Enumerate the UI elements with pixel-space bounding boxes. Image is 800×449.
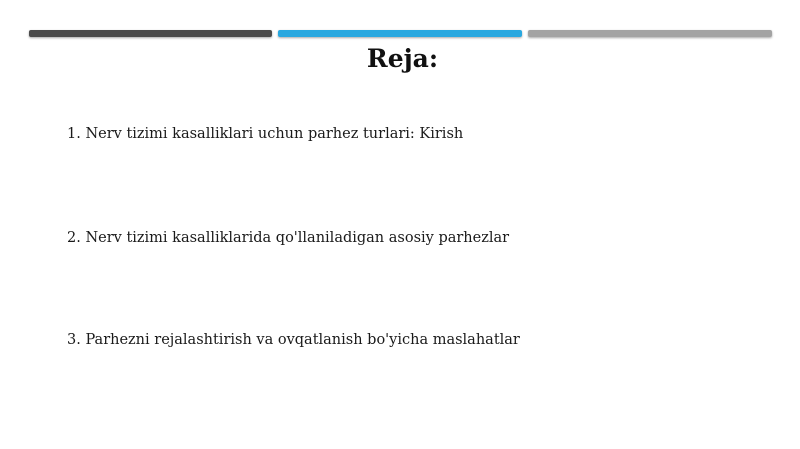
plan-item-3: 3. Parhezni rejalashtirish va ovqatlanish bo'yicha maslahatlar [67, 332, 520, 348]
dark-gray-bar [29, 30, 272, 37]
decorative-top-bars [29, 30, 772, 38]
plan-item-2: 2. Nerv tizimi kasalliklarida qo'llaniladigan asosiy parhezlar [67, 230, 510, 246]
slide-title: Reja: [366, 44, 439, 73]
blue-bar [278, 30, 522, 37]
light-gray-bar [528, 30, 772, 37]
plan-item-1: 1. Nerv tizimi kasalliklari uchun parhez turlari: Kirish [67, 126, 464, 142]
